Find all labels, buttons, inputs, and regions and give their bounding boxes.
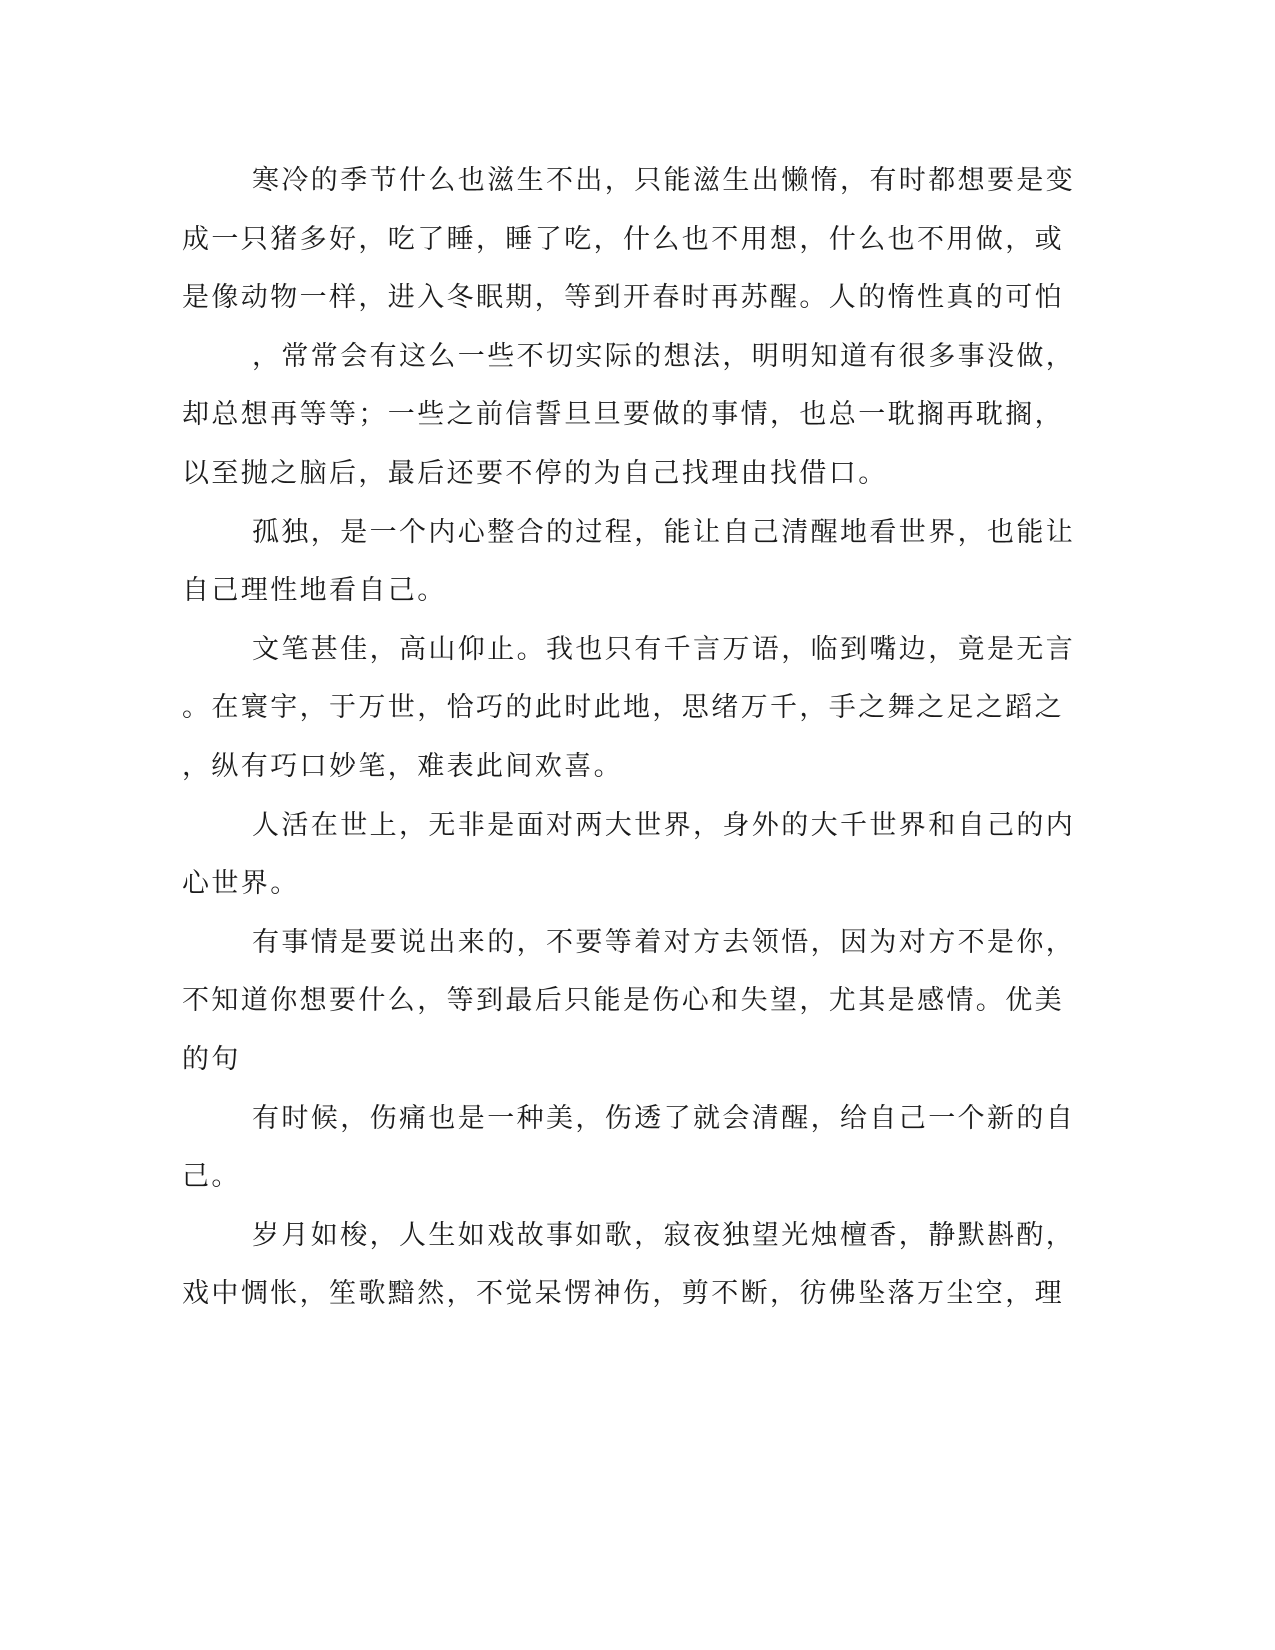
text-line: 的句 (182, 1043, 241, 1075)
text-line: 己。 (182, 1161, 241, 1193)
text-line: 心世界。 (182, 868, 300, 900)
text-line: 自己理性地看自己。 (182, 575, 447, 607)
text-line: 有时候，伤痛也是一种美，伤透了就会清醒，给自己一个新的自 (252, 1102, 1076, 1134)
text-line: 戏中惆怅，笙歌黯然，不觉呆愣神伤，剪不断，彷佛坠落万尘空，理 (182, 1278, 1064, 1310)
text-line: 有事情是要说出来的，不要等着对方去领悟，因为对方不是你， (252, 926, 1076, 958)
text-line: 是像动物一样，进入冬眠期，等到开春时再苏醒。人的惰性真的可怕 (182, 282, 1064, 314)
text-line: 人活在世上，无非是面对两大世界，身外的大千世界和自己的内 (252, 809, 1076, 841)
text-line: 寒冷的季节什么也滋生不出，只能滋生出懒惰，有时都想要是变 (252, 165, 1076, 196)
text-line: ，常常会有这么一些不切实际的想法，明明知道有很多事没做， (252, 340, 1076, 372)
text-line: 岁月如梭，人生如戏故事如歌，寂夜独望光烛檀香，静默斟酌， (252, 1219, 1076, 1251)
text-line: 成一只猪多好，吃了睡，睡了吃，什么也不用想，什么也不用做，或 (182, 223, 1064, 255)
text-line: 孤独，是一个内心整合的过程，能让自己清醒地看世界，也能让 (252, 516, 1076, 548)
text-line: 。在寰宇，于万世，恰巧的此时此地，思绪万千，手之舞之足之蹈之 (182, 692, 1064, 724)
text-line: ，纵有巧口妙笔，难表此间欢喜。 (182, 750, 623, 782)
text-line: 以至抛之脑后，最后还要不停的为自己找理由找借口。 (182, 457, 888, 489)
text-line: 文笔甚佳，高山仰止。我也只有千言万语，临到嘴边，竟是无言 (252, 633, 1076, 665)
text-line: 不知道你想要什么，等到最后只能是伤心和失望，尤其是感情。优美 (182, 985, 1064, 1017)
text-line: 却总想再等等；一些之前信誓旦旦要做的事情，也总一耽搁再耽搁， (182, 399, 1064, 431)
body-text (182, 158, 1076, 1330)
